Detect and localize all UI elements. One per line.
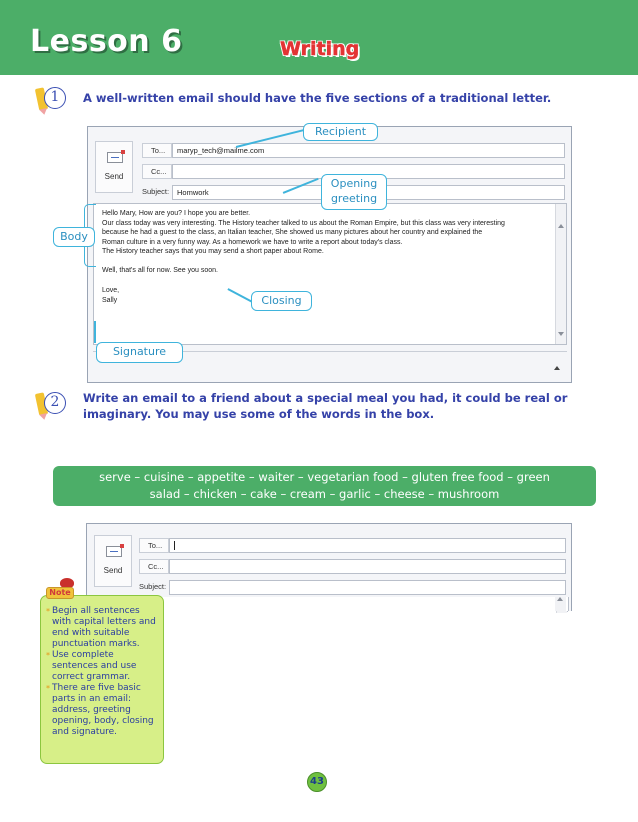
exercise-1-number: 1: [44, 87, 66, 109]
body-line-signature: Sally: [102, 297, 118, 304]
word-box-line-1: serve – cuisine – appetite – waiter – vegetarian food – gluten free food – green: [99, 470, 550, 484]
to-button[interactable]: To...: [142, 143, 172, 158]
signature-pointer: [94, 321, 96, 343]
note-box: [40, 595, 164, 764]
subject-label: Subject:: [142, 187, 170, 196]
send-icon: [107, 152, 123, 163]
body-line-closing: Well, that's all for now. See you soon.: [102, 267, 218, 274]
cc-button-2[interactable]: Cc...: [139, 559, 169, 574]
send-label-2: Send: [103, 566, 123, 575]
opening-line-1: Opening: [330, 177, 378, 190]
signature-callout: Signature: [96, 342, 183, 363]
scroll-track-2: [555, 597, 566, 611]
closing-callout: Closing: [251, 291, 312, 311]
cc-field-2[interactable]: [169, 559, 566, 574]
text-cursor: [174, 541, 175, 550]
send-label: Send: [104, 172, 124, 181]
page-number: 43: [307, 772, 327, 792]
recipient-callout: Recipient: [303, 123, 378, 141]
scroll-up-icon[interactable]: [558, 224, 564, 228]
subject-field-2[interactable]: [169, 580, 566, 595]
body-scrollbar[interactable]: [555, 204, 566, 344]
exercise-2-instruction-line-2: imaginary. You may use some of the words in the box.: [83, 407, 435, 421]
send-button-2[interactable]: [94, 535, 132, 587]
body-line-5: The History teacher says that you may send a short paper about Rome.: [102, 248, 324, 255]
exercise-2-number: 2: [44, 392, 66, 414]
lesson-header: [0, 0, 638, 75]
note-title: Note: [46, 587, 74, 599]
send-button[interactable]: [95, 141, 133, 193]
body-line-1: Hello Mary, How are you? I hope you are better.: [102, 210, 251, 217]
word-box: [53, 466, 596, 506]
body-line-3: because he had a guest to the class, an Italian teacher, She showed us many pictures about her country and explained the: [102, 229, 483, 236]
opening-line-2: greeting: [330, 192, 378, 205]
to-field[interactable]: maryp_tech@mailme.com: [172, 143, 565, 158]
body-line-2: Our class today was very interesting. The History teacher talked to us about the Roman Empire, but this class was very interesting: [102, 219, 505, 227]
subject-field[interactable]: Homwork: [172, 185, 565, 200]
chevron-up-icon[interactable]: [554, 366, 560, 370]
section-title: Writing: [280, 38, 360, 60]
send-icon-2: [106, 546, 122, 557]
exercise-1-instruction: A well-written email should have the five sections of a traditional letter.: [83, 91, 552, 105]
opening-greeting-callout: [321, 174, 387, 210]
note-list: [47, 606, 161, 738]
note-item-1: * Begin all sentences with capital letters and end with suitable punctuation marks.: [47, 606, 161, 650]
note-item-3: * There are five basic parts in an email: address, greeting opening, body, closing and signature.: [47, 683, 161, 738]
note-item-2: * Use complete sentences and use correct grammar.: [47, 650, 161, 683]
message-body[interactable]: [93, 203, 567, 345]
body-line-love: Love,: [102, 287, 120, 294]
exercise-2-badge: [37, 391, 63, 417]
cc-button[interactable]: Cc...: [142, 164, 172, 179]
body-callout: Body: [53, 227, 95, 247]
exercise-2-instruction-line-1: Write an email to a friend about a special meal you had, it could be real or: [83, 391, 568, 405]
to-field-2[interactable]: [169, 538, 566, 553]
lesson-title: Lesson 6: [30, 24, 183, 59]
scroll-up-icon-2[interactable]: [557, 597, 563, 601]
scroll-down-icon[interactable]: [558, 332, 564, 336]
body-line-4: Roman culture in a very funny way. As a homework we have to write a report about today's class.: [102, 238, 403, 246]
to-button-2[interactable]: To...: [139, 538, 169, 553]
subject-label-2: Subject:: [139, 582, 167, 591]
word-box-line-2: salad – chicken – cake – cream – garlic – cheese – mushroom: [149, 487, 500, 501]
exercise-1-badge: [37, 86, 63, 112]
